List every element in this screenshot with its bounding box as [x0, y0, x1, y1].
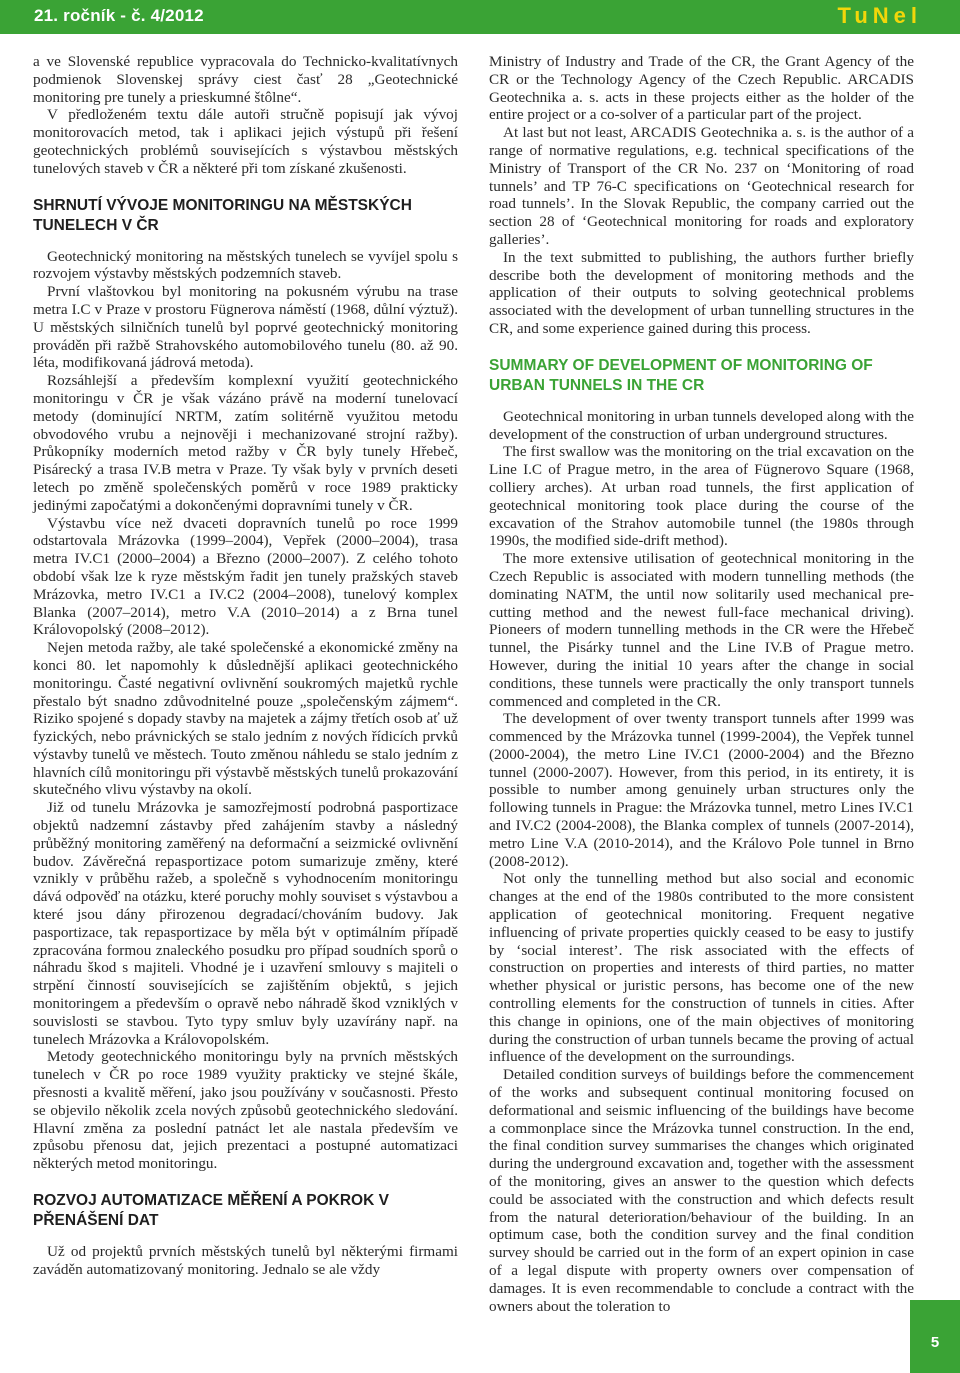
paragraph: Nejen metoda ražby, ale také společenské a ekonomické změny na konci 80. let napomohly k důslednější aplikaci geotechnického monitoringu. Časté negativní ovlivnění soukromých majetků rychle přestalo být snadno zdůvodnitelné pouze „společenským zájmem“. Riziko spojené s dopady stavby na majetek a zájmy třetích osob ať už fyzických, nebo právnických se stalo jedním z nových řídicích prvků výstavby tunelů ve městech. Touto změnou náhledu se stalo jedním z hlavních cílů monitoringu při výstavbě městských tunelů prokazování skutečného vlivu výstavby na okolí. — [33, 639, 458, 799]
section-heading: SUMMARY OF DEVELOPMENT OF MONITORING OF URBAN TUNNELS IN THE CR — [489, 356, 873, 394]
paragraph: Not only the tunnelling method but also social and economic changes at the end of the 1980s contributed to the more consistent application of geotechnical monitoring. Frequent negative influencing of private properties quickly ceased to be easy to justify by ‘social interest’. The risk associated with the effects of construction on properties and interests of third parties, no matter whether physical or juristic persons, has become one of the new controlling elements for the construction of tunnels in cities. After this change in opinions, one of the main objectives of monitoring during the construction of urban tunnels became the proving of actual influence of the development on the surroundings. — [489, 870, 914, 1066]
paragraph: The first swallow was the monitoring on the trial excavation on the Line I.C of Prague metro, in the area of Fügnerovo Square (1968, colliery arches). At urban road tunnels, the first application of geotechnical monitoring took place during the course of the excavation of the Strahov automobile tunnel (the 1980s through 1990s, the modified side-drift method). — [489, 443, 914, 550]
left-column-czech — [33, 53, 458, 1279]
section-heading: ROZVOJ AUTOMATIZACE MĚŘENÍ A POKROK V PŘENÁŠENÍ DAT — [33, 1192, 389, 1230]
paragraph: a ve Slovenské republice vypracovala do Technicko-kvalitatívnych podmienok Slovenskej správy ciest časť 28 „Geotechnické monitoring pre tunely a prieskumné štôlne“. — [33, 53, 458, 106]
paragraph: Rozsáhlejší a především komplexní využití geotechnického monitoringu v ČR je však vázáno právě na moderní tunelovací metody (dominující NRTM, zatím solitérně využitou metodu obvodového vrubu a nejnověji i mechanizované strojní ražby). Průkopníky moderních metod ražby v ČR byly tunely Hřebeč, Pisárecký a trasa IV.B metra v Praze. Ty však byly v prvních deseti letech po změně společenských poměrů v roce 1989 prakticky jedinými započatými a dokončenými dopravními tunely v ČR. — [33, 372, 458, 514]
tunel-logo: TuNel — [837, 3, 922, 28]
paragraph: Ministry of Industry and Trade of the CR, the Grant Agency of the CR or the Technology Agency of the Czech Republic. ARCADIS Geotechnika a. s. acts in these projects either as the holder of the entire project or a co-solver of a particular part of the project. — [489, 53, 914, 124]
page-number-tab — [910, 1300, 960, 1373]
paragraph: The development of over twenty transport tunnels after 1999 was commenced by the Mrázovka tunnel (1999-2004), the Vepřek tunnel (2000-2004), the metro Line IV.C1 (2000-2004) and the Březno tunnel (2000-2007). However, from this period, in its entirety, it is possible to number among genuinely urban structures only the following tunnels in Prague: the Mrázovka tunnel, metro Lines IV.C1 and IV.C2 (2004-2008), the Blanka complex of tunnels (2007-2014), metro Line V.A (2010-2014), and the Královo Pole tunnel in Brno (2008-2012). — [489, 710, 914, 870]
paragraph: At last but not least, ARCADIS Geotechnika a. s. is the author of a range of normative regulations, e.g. technical specifications of the Ministry of Transport of the CR No. 237 on ‘Monitoring of road tunnels’ and TP 76-C specifications on ‘Geotechnical research for road tunnels’. In the Slovak Republic, the company carried out the section 28 of ‘Geotechnical monitoring for roads and exploratory galleries’. — [489, 124, 914, 248]
issue-label: 21. ročník - č. 4/2012 — [34, 6, 204, 25]
paragraph: Geotechnický monitoring na městských tunelech se vyvíjel spolu s rozvojem výstavby městských podzemních staveb. — [33, 247, 458, 283]
header-bar — [0, 0, 960, 34]
page-number: 5 — [930, 1334, 940, 1351]
paragraph: The more extensive utilisation of geotechnical monitoring in the Czech Republic is associated with modern tunnelling methods (the dominating NATM, the until now solitarily used mechanical pre-cutting method and the newest full-face mechanical driving). Pioneers of modern tunnelling methods in the CR were the Hřebeč tunnel, the Pisárky tunnel and the Line IV.B of Prague metro. However, during the initial 10 years after the change in social conditions, these tunnels were practically the only transport tunnels commenced and completed in the CR. — [489, 550, 914, 710]
right-column-english — [489, 53, 914, 1315]
paragraph: První vlaštovkou byl monitoring na pokusném výrubu na trase metra I.C v Praze v prostoru Fügnerova náměstí (1968, důlní výztuž). U městských silničních tunelů byl poprvé geotechnický monitoring prováděn při ražbě Strahovského automobilového tunelu (80. až 90. léta, modifikovaná jádrová metoda). — [33, 283, 458, 372]
paragraph: Výstavbu více než dvaceti dopravních tunelů po roce 1999 odstartovala Mrázovka (1999–2004), Vepřek (2000–2004), trasa metra IV.C1 (2000–2004) a Březno (2000–2007). Z celého tohoto období však lze k ryze městským řadit jen tunely pražských staveb Mrázovka, metro IV.C1 a IV.C2 (2004–2008), tunelový komplex Blanka (2007–2014), metro V.A (2010–2014) a z Brna tunel Královopolský (2008–2012). — [33, 514, 458, 639]
section-heading: SHRNUTÍ VÝVOJE MONITORINGU NA MĚSTSKÝCH TUNELECH V ČR — [33, 196, 412, 234]
paragraph: Již od tunelu Mrázovka je samozřejmostí podrobná pasportizace objektů nadzemní zástavby před zahájením stavby a následný průběžný monitoring zaměřený na deformační a seizmické ovlivnění budov. Závěrečná repasportizace potom sumarizuje změny, které vznikly v průběhu ražeb, a společně s vyhodnocením monitoringu dává odpověď na otázku, které poruchy mohly souviset s výstavbou a které jsou dány přirozenou degradací/chováním budovy. Jak pasportizace, tak repasportizace by měla být v optimálním případě zpracována formou znaleckého posudku pro případ soudních sporů o náhradu škod s majiteli. Vhodné je i uzavření smlouvy s majiteli o strpění činností souvisejících se zajištěním objektů, s jejich monitoringem a především o opravě nebo náhradě škod vzniklých v souvislosti se stavbou. Tyto typy smluv byly uzavírány např. na tunelech Mrázovka a Královopolském. — [33, 799, 458, 1048]
paragraph: V předloženém textu dále autoři stručně popisují jak vývoj monitorovacích metod, tak i aplikaci jejich výstupů při řešení geotechnických problémů souvisejících s výstavbou městských tunelových staveb v ČR a některé při tom získané zkušenosti. — [33, 106, 458, 177]
paragraph: Detailed condition surveys of buildings before the commencement of the works and subsequent continual monitoring focused on deformational and seismic influencing of the buildings have become a commonplace since the Mrázovka tunnel construction. In the end, the final condition survey summarises the changes which originated during the underground excavation and, together with the assessment of the monitoring, gives an answer to the question which defects could be associated with the construction and which defects result from the natural deterioration/behaviour of the building. In an optimum case, both the condition survey and the final condition survey should be carried out in the form of an expert opinion in case of a legal dispute with property owners over compensation of damages. It is even recommendable to conclude a contract with the owners about the toleration to — [489, 1066, 914, 1315]
paragraph: In the text submitted to publishing, the authors further briefly describe both the development of monitoring methods and the application of their outputs to solving geotechnical problems associated with the development of urban tunnelling structures in the CR, and some experience gained during this process. — [489, 248, 914, 337]
paragraph: Geotechnical monitoring in urban tunnels developed along with the development of the construction of urban underground structures. — [489, 407, 914, 443]
paragraph: Už od projektů prvních městských tunelů byl některými firmami zaváděn automatizovaný monitoring. Jednalo se ale vždy — [33, 1243, 458, 1278]
paragraph: Metody geotechnického monitoringu byly na prvních městských tunelech v ČR po roce 1989 využity prakticky ve stejné škále, přesnosti a kvalitě měření, jako jsou používány v současnosti. Přesto se objevilo několik zcela nových způsobů geotechnického sledování. Hlavní změna za poslední patnáct let ale nastala především ve způsobu přenosu dat, jejich prezentaci a postupné automatizaci některých metod monitoringu. — [33, 1048, 458, 1173]
